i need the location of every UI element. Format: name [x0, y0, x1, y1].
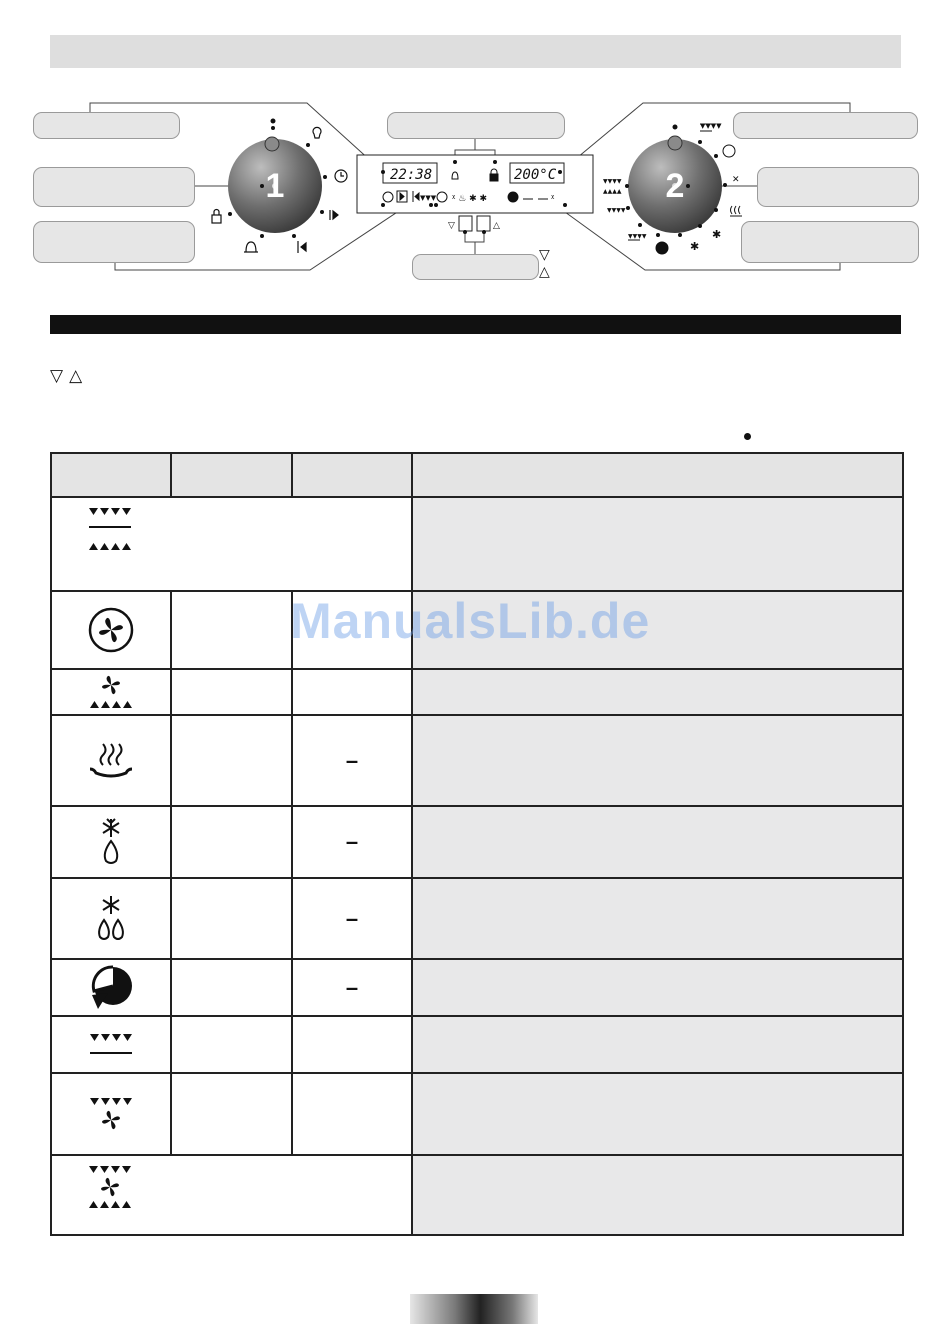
svg-text:✱: ✱	[712, 228, 722, 241]
table-row	[51, 715, 903, 806]
top-bottom-heat-fan-icon-cell	[51, 1155, 412, 1235]
empty-cell	[171, 1016, 292, 1073]
table-header-row	[51, 453, 903, 497]
function-table	[50, 452, 904, 1236]
defrost-drop-icon-cell	[51, 806, 171, 878]
top-bottom-heat-fan-icon	[87, 1164, 133, 1210]
top-heat-icon-cell	[51, 1016, 171, 1073]
header-bar	[50, 35, 901, 68]
description-cell	[412, 1016, 903, 1073]
knob-2-number: 2	[665, 167, 685, 205]
svg-text:▼▼▼: ▼▼▼	[420, 194, 437, 202]
label-box-top-right	[733, 112, 918, 139]
svg-text:ᵡ: ᵡ	[551, 194, 555, 204]
fan-bottom-heat-icon	[88, 674, 134, 710]
label-box-bottom-left	[33, 221, 195, 263]
header-cell	[171, 453, 292, 497]
label-box-mid-right	[757, 167, 919, 207]
description-cell	[412, 878, 903, 959]
description-cell	[412, 1155, 903, 1235]
pizza-icon-cell	[51, 959, 171, 1016]
up-arrow-icon: △	[69, 366, 89, 385]
empty-cell	[171, 715, 292, 806]
svg-text:▽: ▽	[448, 221, 455, 231]
steam-dish-icon	[86, 739, 136, 783]
header-cell	[292, 453, 412, 497]
top-heat-fan-icon	[88, 1096, 134, 1132]
label-box-mid-left	[33, 167, 195, 207]
down-arrow-icon: ▽	[50, 366, 70, 385]
svg-text:▲▲▲▲: ▲▲▲▲	[603, 188, 622, 195]
top-bottom-heat-icon-cell	[51, 497, 412, 591]
description-cell	[412, 1073, 903, 1155]
svg-text:▼▼▼▼: ▼▼▼▼	[700, 122, 722, 130]
defrost-drop-icon	[91, 817, 131, 867]
dash-cell: –	[292, 959, 412, 1016]
display-down-arrow: ▽	[539, 246, 550, 262]
table-row	[51, 806, 903, 878]
knob-1-number: 1	[265, 167, 285, 205]
empty-cell	[171, 806, 292, 878]
bullet-dot	[744, 433, 751, 440]
table-row	[51, 878, 903, 959]
table-row	[51, 959, 903, 1016]
steam-dish-icon-cell	[51, 715, 171, 806]
empty-cell	[171, 959, 292, 1016]
table-row	[51, 1016, 903, 1073]
svg-text:ᵡ ♨ ✱ ✱: ᵡ ♨ ✱ ✱	[452, 194, 488, 204]
empty-cell	[171, 878, 292, 959]
label-box-bottom-center	[412, 254, 539, 280]
watermark: ManualsLib.de	[290, 593, 651, 649]
page-number-tab	[410, 1294, 538, 1324]
display-up-arrow: △	[539, 263, 550, 279]
top-heat-icon	[88, 1032, 134, 1058]
display-time: 22:38	[390, 167, 433, 183]
top-bottom-heat-icon	[87, 506, 133, 552]
dash-cell: –	[292, 806, 412, 878]
empty-cell	[171, 669, 292, 715]
table-row	[51, 1073, 903, 1155]
top-heat-fan-icon-cell	[51, 1073, 171, 1155]
dash-cell: –	[292, 878, 412, 959]
dash-cell: –	[292, 715, 412, 806]
svg-text:△: △	[493, 221, 500, 231]
table-row	[51, 497, 903, 591]
header-cell	[412, 453, 903, 497]
table-row	[51, 1155, 903, 1235]
pizza-icon	[86, 963, 136, 1013]
description-cell	[412, 497, 903, 591]
svg-text:▼▼▼▼: ▼▼▼▼	[607, 207, 626, 214]
fan-bottom-heat-icon-cell	[51, 669, 171, 715]
empty-cell	[292, 1016, 412, 1073]
empty-cell	[292, 1073, 412, 1155]
description-cell	[412, 669, 903, 715]
svg-text:▼▼▼▼: ▼▼▼▼	[628, 233, 647, 240]
empty-cell	[292, 669, 412, 715]
defrost-double-drop-icon-cell	[51, 878, 171, 959]
defrost-double-drop-icon	[89, 894, 133, 944]
section-bar	[50, 315, 901, 334]
empty-cell	[171, 591, 292, 669]
label-box-top-left	[33, 112, 180, 139]
empty-cell	[171, 1073, 292, 1155]
fan-circle-icon-cell	[51, 591, 171, 669]
arrow-symbols	[50, 366, 88, 386]
label-box-bottom-right	[741, 221, 919, 263]
table-row	[51, 669, 903, 715]
svg-text:✱: ✱	[690, 240, 700, 253]
description-cell	[412, 715, 903, 806]
display-temperature: 200°C	[514, 167, 557, 183]
header-cell	[51, 453, 171, 497]
label-box-top-center	[387, 112, 565, 139]
svg-text:✕: ✕	[732, 175, 740, 185]
fan-circle-icon	[87, 606, 135, 654]
description-cell	[412, 806, 903, 878]
description-cell	[412, 959, 903, 1016]
svg-text:▼▼▼▼: ▼▼▼▼	[603, 178, 622, 185]
